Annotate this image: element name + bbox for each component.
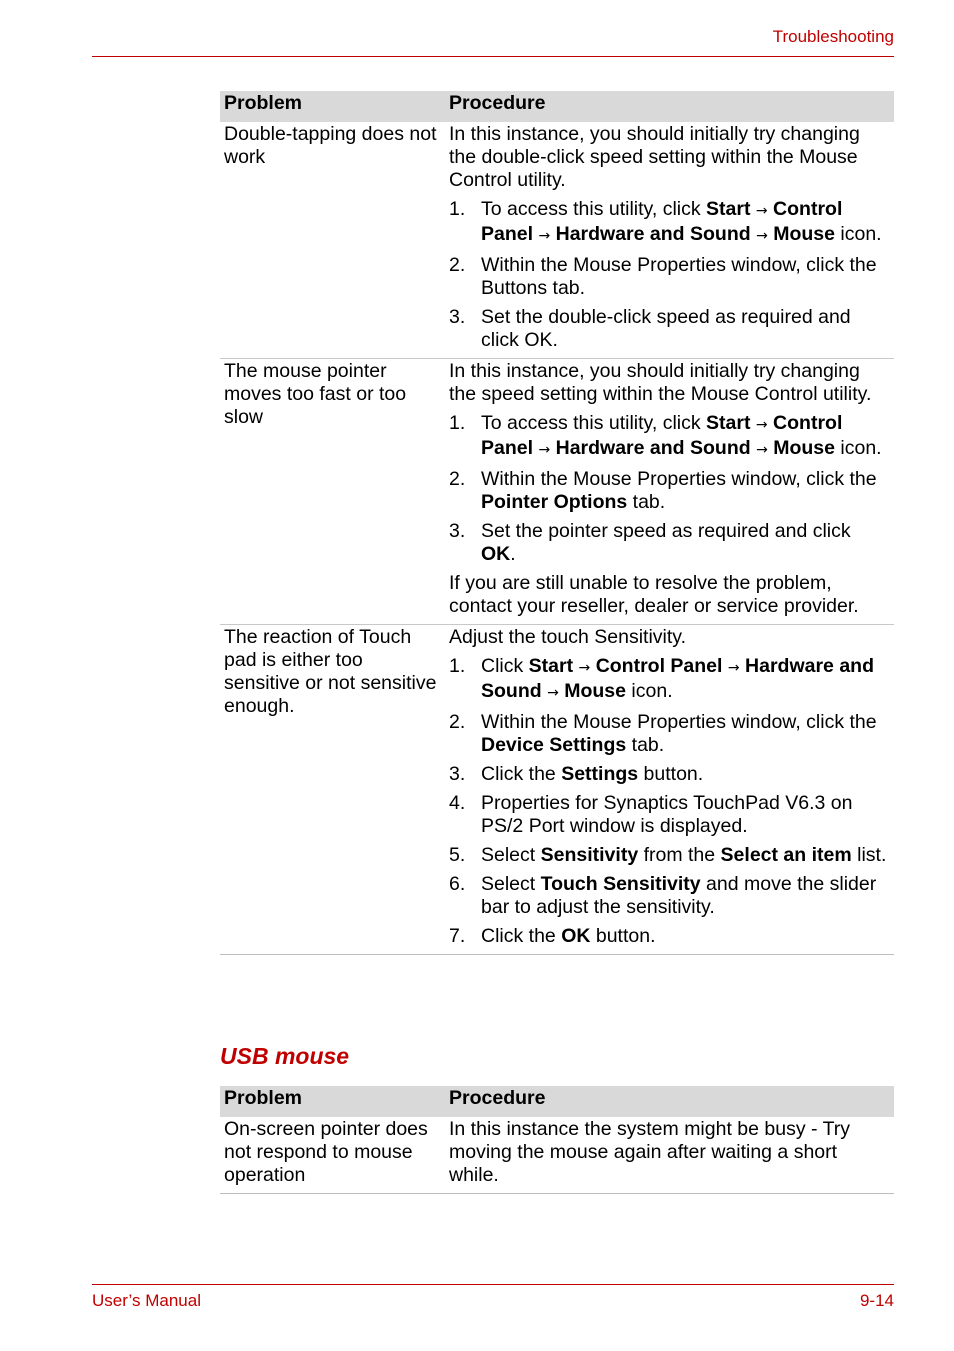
table-row <box>220 625 894 955</box>
step-number: 3. <box>449 306 466 328</box>
table-body <box>220 122 894 955</box>
step-text-fragment: Properties for Synaptics TouchPad V6.3 on PS/2 Port window is displayed. <box>481 792 853 837</box>
step-text-fragment: Select <box>481 844 541 866</box>
step-text <box>481 763 890 786</box>
step-text-fragment: icon. <box>834 437 882 459</box>
procedure-cell <box>445 1117 894 1194</box>
procedure-step <box>449 844 890 867</box>
step-text-fragment: Click the <box>481 763 562 785</box>
problem-cell: The mouse pointer moves too fast or too slow <box>220 359 445 625</box>
step-number: 2. <box>449 711 466 733</box>
procedure-cell <box>445 359 894 625</box>
step-emphasis: Pointer Options <box>481 491 628 513</box>
step-number: 1. <box>449 655 466 677</box>
procedure-intro: In this instance the system might be busy - Try moving the mouse again after waiting a short while. <box>449 1118 850 1186</box>
step-emphasis: Mouse <box>564 680 626 702</box>
arrow-icon: → <box>756 442 768 458</box>
step-text-fragment: tab. <box>627 491 666 513</box>
step-text-fragment: To access this utility, click <box>481 198 707 220</box>
procedure-steps <box>449 198 890 352</box>
step-text <box>481 468 890 514</box>
step-number: 2. <box>449 254 466 276</box>
step-emphasis: Mouse <box>773 223 835 245</box>
header-title: Troubleshooting <box>772 27 894 46</box>
step-text <box>481 306 890 352</box>
procedure-step <box>449 873 890 919</box>
header-rule <box>92 56 894 57</box>
step-number: 1. <box>449 412 466 434</box>
step-emphasis: Hardware and Sound <box>555 437 751 459</box>
procedure-steps <box>449 412 890 566</box>
problem-cell: Double-tapping does not work <box>220 122 445 359</box>
step-text-fragment: Set the double-click speed as required and click OK. <box>481 306 851 351</box>
step-emphasis: Touch Sensitivity <box>540 873 701 895</box>
procedure-step <box>449 198 890 248</box>
footer-rule <box>92 1284 894 1285</box>
procedure-cell <box>445 625 894 955</box>
problem-cell: The reaction of Touch pad is either too sensitive or not sensitive enough. <box>220 625 445 955</box>
step-number: 4. <box>449 792 466 814</box>
step-text-fragment: icon. <box>626 680 673 702</box>
step-text-fragment: list. <box>851 844 887 866</box>
section-heading-usb-mouse: USB mouse <box>220 1043 350 1069</box>
step-text-fragment: Set the pointer speed as required and click <box>481 520 851 542</box>
column-header-problem: Problem <box>220 91 445 122</box>
procedure-step <box>449 254 890 300</box>
step-text <box>481 711 890 757</box>
step-text-fragment: Click the <box>481 925 562 947</box>
step-text <box>481 873 890 919</box>
step-emphasis: Mouse <box>773 437 835 459</box>
column-header-procedure: Procedure <box>445 91 894 122</box>
procedure-step <box>449 711 890 757</box>
procedure-step <box>449 468 890 514</box>
procedure-intro: Adjust the touch Sensitivity. <box>449 626 687 648</box>
step-text-fragment: and move the slider bar to adjust the sensitivity. <box>481 873 877 918</box>
step-number: 3. <box>449 520 466 542</box>
arrow-icon: → <box>756 228 768 244</box>
arrow-icon: → <box>547 685 559 701</box>
step-emphasis: Control Panel <box>595 655 723 677</box>
step-text-fragment: Click <box>481 655 529 677</box>
step-emphasis: OK <box>481 543 511 565</box>
step-text <box>481 792 890 838</box>
problem-cell: On-screen pointer does not respond to mouse operation <box>220 1117 445 1194</box>
arrow-icon: → <box>755 417 768 433</box>
procedure-steps <box>449 655 890 948</box>
arrow-icon: → <box>727 660 740 676</box>
table-header-row <box>220 91 894 122</box>
procedure-step <box>449 925 890 948</box>
step-emphasis: Select an item <box>720 844 852 866</box>
step-emphasis: Sensitivity <box>540 844 639 866</box>
step-text <box>481 925 890 948</box>
step-emphasis: OK <box>561 925 591 947</box>
step-text-fragment: button. <box>590 925 656 947</box>
step-text-fragment: Within the Mouse Properties window, click the <box>481 468 877 490</box>
step-text <box>481 844 890 867</box>
footer-manual-title: User’s Manual <box>92 1291 201 1310</box>
arrow-icon: → <box>578 660 591 676</box>
step-emphasis: Start <box>706 412 751 434</box>
step-text-fragment: button. <box>638 763 704 785</box>
procedure-intro: In this instance, you should initially try changing the speed setting within the Mouse Control utility. <box>449 360 872 405</box>
procedure-step <box>449 306 890 352</box>
step-emphasis: Hardware and Sound <box>481 655 874 702</box>
column-header-procedure: Procedure <box>445 1086 894 1117</box>
step-number: 3. <box>449 763 466 785</box>
step-number: 5. <box>449 844 466 866</box>
step-text-fragment: Within the Mouse Properties window, click the <box>481 711 877 733</box>
procedure-step <box>449 792 890 838</box>
procedure-outro: If you are still unable to resolve the problem, contact your reseller, dealer or service provider. <box>449 572 859 617</box>
step-emphasis: Hardware and Sound <box>555 223 751 245</box>
arrow-icon: → <box>538 228 551 244</box>
table-row <box>220 1117 894 1194</box>
step-number: 7. <box>449 925 466 947</box>
footer-page-number: 9-14 <box>859 1291 894 1310</box>
step-text-fragment: tab. <box>626 734 665 756</box>
arrow-icon: → <box>538 442 551 458</box>
step-text <box>481 520 890 566</box>
procedure-cell <box>445 122 894 359</box>
step-emphasis: Settings <box>561 763 639 785</box>
troubleshooting-table-usb-mouse <box>220 1086 894 1194</box>
table-header-row <box>220 1086 894 1117</box>
step-emphasis: Device Settings <box>481 734 627 756</box>
step-text-fragment: To access this utility, click <box>481 412 707 434</box>
column-header-problem: Problem <box>220 1086 445 1117</box>
procedure-intro: In this instance, you should initially try changing the double-click speed setting within the Mouse Control utility. <box>449 123 860 191</box>
procedure-step <box>449 412 890 462</box>
table-row <box>220 122 894 359</box>
step-emphasis: Start <box>528 655 574 677</box>
step-emphasis: Control Panel <box>481 412 843 459</box>
step-text <box>481 198 890 248</box>
arrow-icon: → <box>755 203 768 219</box>
troubleshooting-table-touchpad <box>220 91 894 955</box>
step-number: 2. <box>449 468 466 490</box>
step-text-fragment: from the <box>638 844 721 866</box>
procedure-step <box>449 520 890 566</box>
step-number: 6. <box>449 873 466 895</box>
step-text <box>481 254 890 300</box>
step-emphasis: Start <box>706 198 751 220</box>
step-text <box>481 655 890 705</box>
step-text-fragment: . <box>510 543 516 565</box>
step-emphasis: Control Panel <box>481 198 843 245</box>
step-text-fragment: icon. <box>834 223 882 245</box>
table-body <box>220 1117 894 1194</box>
step-text-fragment: Within the Mouse Properties window, click the Buttons tab. <box>481 254 877 299</box>
table-row <box>220 359 894 625</box>
procedure-step <box>449 763 890 786</box>
step-text <box>481 412 890 462</box>
step-number: 1. <box>449 198 466 220</box>
procedure-step <box>449 655 890 705</box>
step-text-fragment: Select <box>481 873 541 895</box>
